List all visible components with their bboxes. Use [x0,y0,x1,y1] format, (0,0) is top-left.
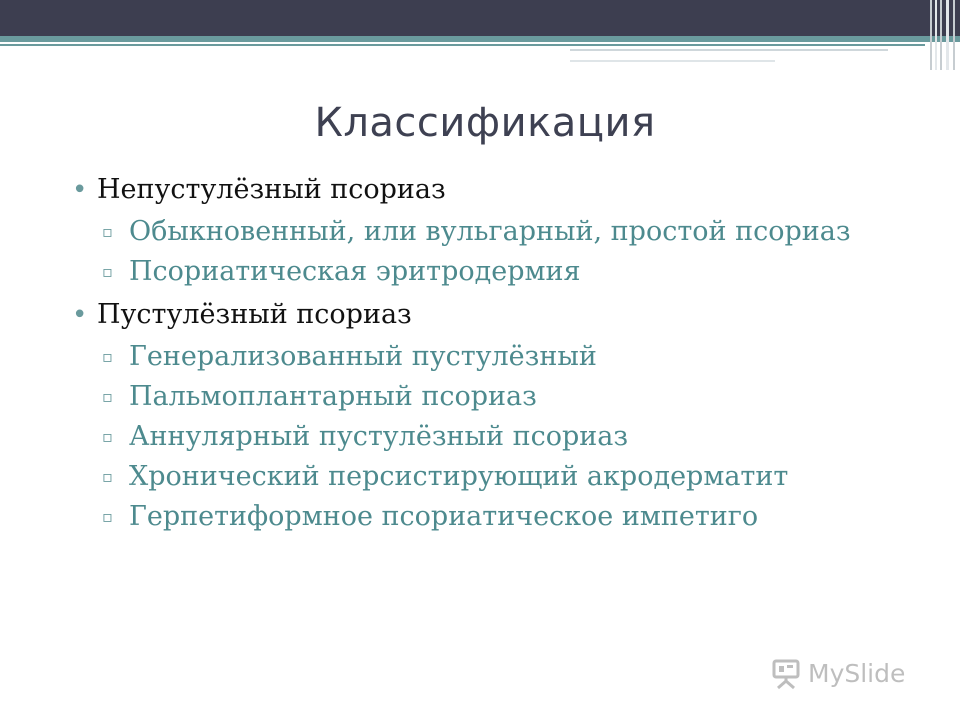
list-item-level2 [72,500,912,533]
bullet-square-icon: ▫ [102,467,113,486]
list-item-label: Непустулёзный псориаз [97,174,446,205]
bullet-dot-icon: • [72,300,88,330]
list-item-label: Герпетиформное псориатическое импетиго [129,501,759,532]
list-item-level2 [72,380,912,413]
list-item-label: Пальмоплантарный псориаз [129,381,537,412]
header-accent-stripe [0,36,960,42]
list-item-level2 [72,420,912,453]
list-item-label: Хронический персистирующий акродерматит [129,461,789,492]
header-band [0,0,960,36]
list-item-label: Генерализованный пустулёзный [129,341,597,372]
list-item-label: Псориатическая эритродермия [129,256,581,287]
header-accent-line [0,44,925,46]
list-item-level2 [72,215,912,248]
watermark-text: MySlide [808,659,906,688]
bullet-square-icon: ▫ [102,507,113,526]
bullet-dot-icon: • [72,175,88,205]
header-light-line-short [570,60,775,62]
list-item-level2 [72,340,912,373]
list-item-level2 [72,255,912,288]
bullet-square-icon: ▫ [102,222,113,241]
list-item-level2 [72,460,912,493]
header-corner-stripes [926,0,960,70]
slide-title: Классификация [314,100,656,146]
header-light-line [570,49,888,51]
list-item-label: Пустулёзный псориаз [97,299,412,330]
list-item-label: Аннулярный пустулёзный псориаз [129,421,629,452]
bullet-list [72,170,912,540]
bullet-square-icon: ▫ [102,387,113,406]
list-item-label: Обыкновенный, или вульгарный, простой псориаз [129,216,851,247]
myslide-watermark [768,656,928,692]
bullet-square-icon: ▫ [102,427,113,446]
bullet-square-icon: ▫ [102,262,113,281]
list-item-level1 [72,170,912,210]
bullet-square-icon: ▫ [102,347,113,366]
list-item-level1 [72,295,912,335]
presentation-board-icon [768,656,804,692]
